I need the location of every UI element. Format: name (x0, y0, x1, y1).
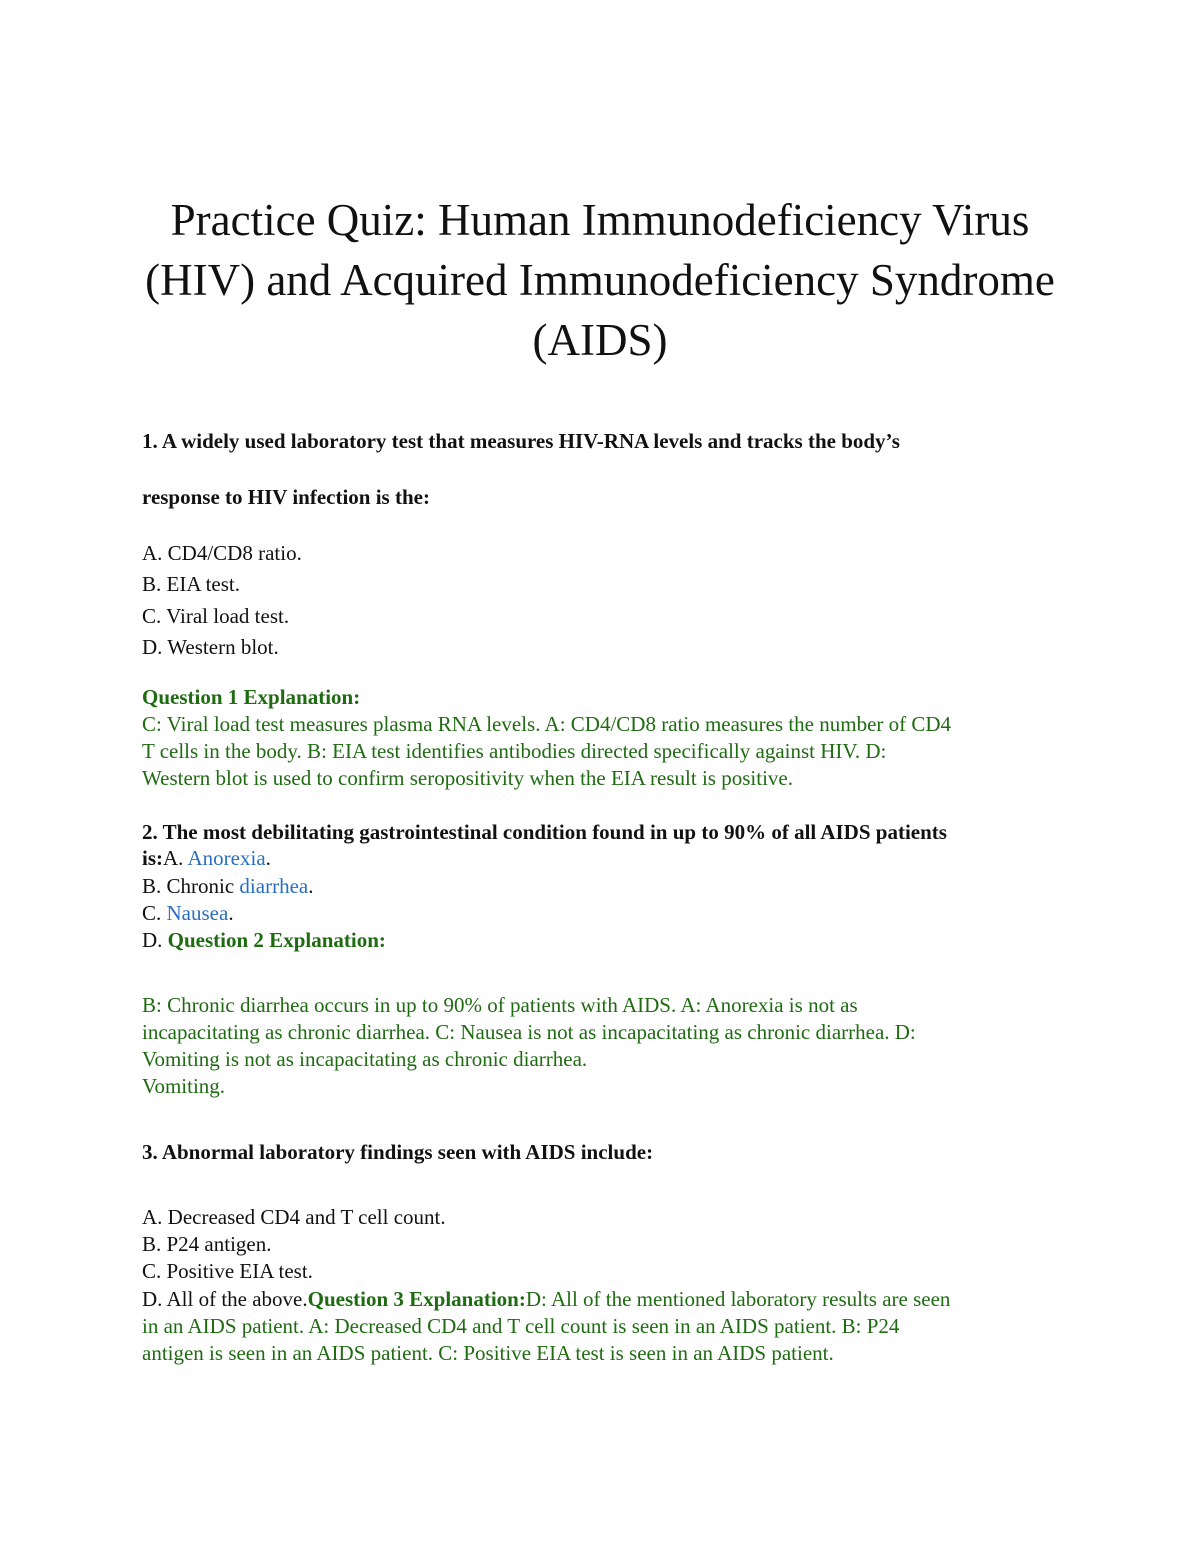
title-line-3: (AIDS) (532, 315, 668, 365)
q2-option-d-label: D. (142, 928, 168, 952)
q1-question-line-1: 1. A widely used laboratory test that measures HIV-RNA levels and tracks the body’s (142, 429, 900, 453)
q3-explanation-line-1: D: All of the mentioned laboratory results are seen (525, 1287, 951, 1311)
title-line-2: (HIV) and Acquired Immunodeficiency Syndrome (145, 255, 1055, 305)
q3-option-d-line (142, 1286, 950, 1313)
q2-explanation-line-2: incapacitating as chronic diarrhea. C: Nausea is not as incapacitating as chronic diarrhea. D: (142, 1020, 916, 1044)
q2-trailing-option: Vomiting. (142, 1074, 226, 1098)
q2-option-c: C. Nausea. (142, 901, 234, 925)
q2-option-a-label: A. (163, 846, 188, 870)
q3-explanation-line-3: antigen is seen in an AIDS patient. C: Positive EIA test is seen in an AIDS patient. (142, 1341, 834, 1365)
q3-option-a: A. Decreased CD4 and T cell count. (142, 1205, 446, 1229)
q1-option-a: A. CD4/CD8 ratio. (142, 541, 302, 565)
q1-option-b: B. EIA test. (142, 572, 240, 596)
title-line-1: Practice Quiz: Human Immunodeficiency Virus (170, 195, 1030, 245)
q1-explanation-heading: Question 1 Explanation: (142, 685, 361, 709)
q2-explanation-line-3: Vomiting is not as incapacitating as chronic diarrhea. (142, 1047, 588, 1071)
q3-option-d: D. All of the above. (142, 1287, 308, 1311)
q3-option-b: B. P24 antigen. (142, 1232, 272, 1256)
q2-option-b-text: diarrhea (239, 874, 309, 898)
q2-option-b: B. Chronic diarrhea. (142, 874, 314, 898)
q2-option-d (142, 927, 386, 954)
q2-explanation-line-1: B: Chronic diarrhea occurs in up to 90% of patients with AIDS. A: Anorexia is not as (142, 993, 858, 1017)
q2-option-a-text: Anorexia (187, 846, 266, 870)
q1-option-c: C. Viral load test. (142, 604, 290, 628)
q2-explanation-heading: Question 2 Explanation: (167, 928, 386, 952)
q3-explanation-heading: Question 3 Explanation: (307, 1287, 526, 1311)
q1-explanation-line-1: C: Viral load test measures plasma RNA levels. A: CD4/CD8 ratio measures the number of CD4 (142, 712, 952, 736)
q2-option-c-label: C. (142, 901, 167, 925)
q1-question-line-2: response to HIV infection is the: (142, 485, 430, 509)
q1-option-d: D. Western blot. (142, 635, 279, 659)
q3-question: 3. Abnormal laboratory findings seen with AIDS include: (142, 1140, 654, 1164)
q2-option-c-text: Nausea (166, 901, 229, 925)
q1-explanation-line-3: Western blot is used to confirm seropositivity when the EIA result is positive. (142, 766, 793, 790)
page-title (100, 190, 1100, 370)
q3-option-c: C. Positive EIA test. (142, 1259, 313, 1283)
q2-option-b-label: B. Chronic (142, 874, 240, 898)
q3-explanation-line-2: in an AIDS patient. A: Decreased CD4 and T cell count is seen in an AIDS patient. B: P24 (142, 1314, 900, 1338)
q1-explanation-line-2: T cells in the body. B: EIA test identifies antibodies directed specifically against HIV. D: (142, 739, 887, 763)
q2-question-line-1: 2. The most debilitating gastrointestinal condition found in up to 90% of all AIDS patients (142, 820, 947, 844)
q2-question-suffix: is: (142, 846, 163, 870)
q2-question-line-2: is:A. Anorexia. (142, 846, 271, 870)
